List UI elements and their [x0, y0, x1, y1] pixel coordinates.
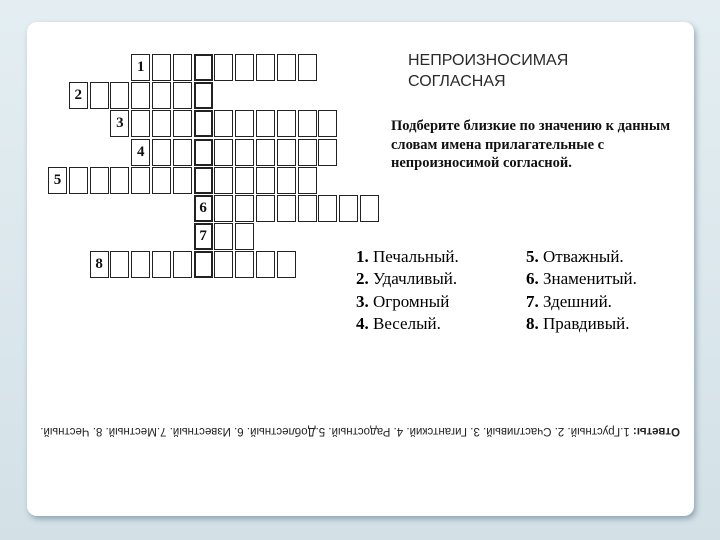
clue-number: 3: [116, 115, 124, 132]
crossword-cell: [110, 82, 129, 109]
keyword-cell: [194, 82, 213, 109]
clue-item: 8. Правдивый.: [526, 314, 630, 334]
crossword-cell: [298, 139, 317, 166]
crossword-cell: [173, 110, 192, 137]
clue-number: 2: [74, 87, 83, 104]
crossword-cell: [277, 195, 296, 222]
crossword-cell: [152, 251, 171, 278]
crossword-cell: [360, 195, 379, 222]
keyword-cell: [194, 167, 213, 194]
clue-number: 6: [199, 200, 207, 216]
crossword-cell: [235, 195, 254, 222]
crossword-cell: [256, 54, 275, 81]
clue-item: 2. Удачливый.: [356, 269, 458, 289]
crossword-cell: [277, 139, 296, 166]
keyword-cell: [194, 139, 213, 166]
clue-list-right: [526, 246, 637, 336]
crossword-cell: [69, 167, 88, 194]
clue-item: 5. Отважный.: [526, 247, 624, 266]
crossword-cell: [131, 110, 150, 137]
keyword-cell: [194, 110, 213, 137]
clue-list-left: [356, 246, 459, 336]
crossword-cell: [173, 54, 192, 81]
crossword-cell: [214, 195, 233, 222]
crossword-cell: [235, 54, 254, 81]
crossword-cell: [235, 167, 254, 194]
clue-item: 1. Печальный.: [356, 247, 459, 266]
crossword-cell: [173, 251, 192, 278]
crossword-cell: [110, 167, 129, 194]
clue-number: 4: [136, 143, 145, 160]
clue-item: 4. Веселый.: [356, 314, 441, 334]
crossword-cell: [131, 167, 150, 194]
crossword-cell: [214, 223, 233, 250]
crossword-cell: [173, 139, 192, 166]
crossword-cell: [339, 195, 358, 222]
crossword-cell: [152, 167, 171, 194]
clue-number: 7: [199, 228, 207, 245]
crossword-cell: [298, 54, 317, 81]
clue-number: 5: [53, 171, 62, 188]
crossword-cell: [256, 139, 275, 166]
crossword-cell: [298, 167, 317, 194]
crossword-cell: [235, 223, 254, 250]
crossword-cell: [235, 110, 254, 137]
title-line-1: НЕПРОИЗНОСИМАЯ: [408, 52, 569, 69]
crossword-cell: [256, 251, 275, 278]
crossword-cell: [277, 110, 296, 137]
crossword-cell: [173, 82, 192, 109]
crossword-cell: [214, 139, 233, 166]
clue-number: 1: [136, 59, 145, 75]
crossword-cell: [173, 167, 192, 194]
crossword-cell: [235, 251, 254, 278]
clue-item: 3. Огромный: [356, 291, 450, 311]
crossword-cell: [214, 54, 233, 81]
crossword-cell: [298, 195, 317, 222]
crossword-cell: [152, 139, 171, 166]
crossword-cell: [214, 110, 233, 137]
crossword-cell: [152, 82, 171, 109]
crossword-cell: [256, 167, 275, 194]
crossword-cell: [152, 54, 171, 81]
keyword-cell: [194, 54, 213, 81]
crossword-cell: [277, 167, 296, 194]
crossword-cell: [235, 139, 254, 166]
crossword-cell: [131, 251, 150, 278]
crossword-cell: [298, 110, 317, 137]
slide-title: [408, 50, 568, 92]
keyword-cell: [194, 251, 213, 278]
upside-down-answer: Ответы: 1.Грустный. 2. Счастливый. 3. Гигантский. 4. Радостный. 5.Доблестный. 6. Известный. 7.Местный. 8. Честный.: [40, 425, 680, 437]
crossword-cell: [318, 139, 337, 166]
crossword-cell: [110, 251, 129, 278]
clue-item: 6. Знаменитый.: [526, 269, 637, 289]
crossword-cell: [214, 251, 233, 278]
crossword-cell: [152, 110, 171, 137]
crossword-cell: [90, 167, 109, 194]
crossword-cell: [277, 251, 296, 278]
crossword-cell: [256, 110, 275, 137]
clue-item: 7. Здешний.: [526, 291, 612, 311]
crossword-cell: [214, 167, 233, 194]
title-line-2: СОГЛАСНАЯ: [408, 73, 506, 90]
crossword-cell: [90, 82, 109, 109]
clue-number: 8: [95, 256, 103, 273]
task-instruction: Подберите близкие по значению к данным словам имена прилагательные с непроизносимой согласной.: [391, 118, 671, 171]
crossword-cell: [277, 54, 296, 81]
crossword-cell: [318, 195, 337, 222]
crossword-cell: [131, 82, 150, 109]
crossword-cell: [256, 195, 275, 222]
crossword-cell: [318, 110, 337, 137]
